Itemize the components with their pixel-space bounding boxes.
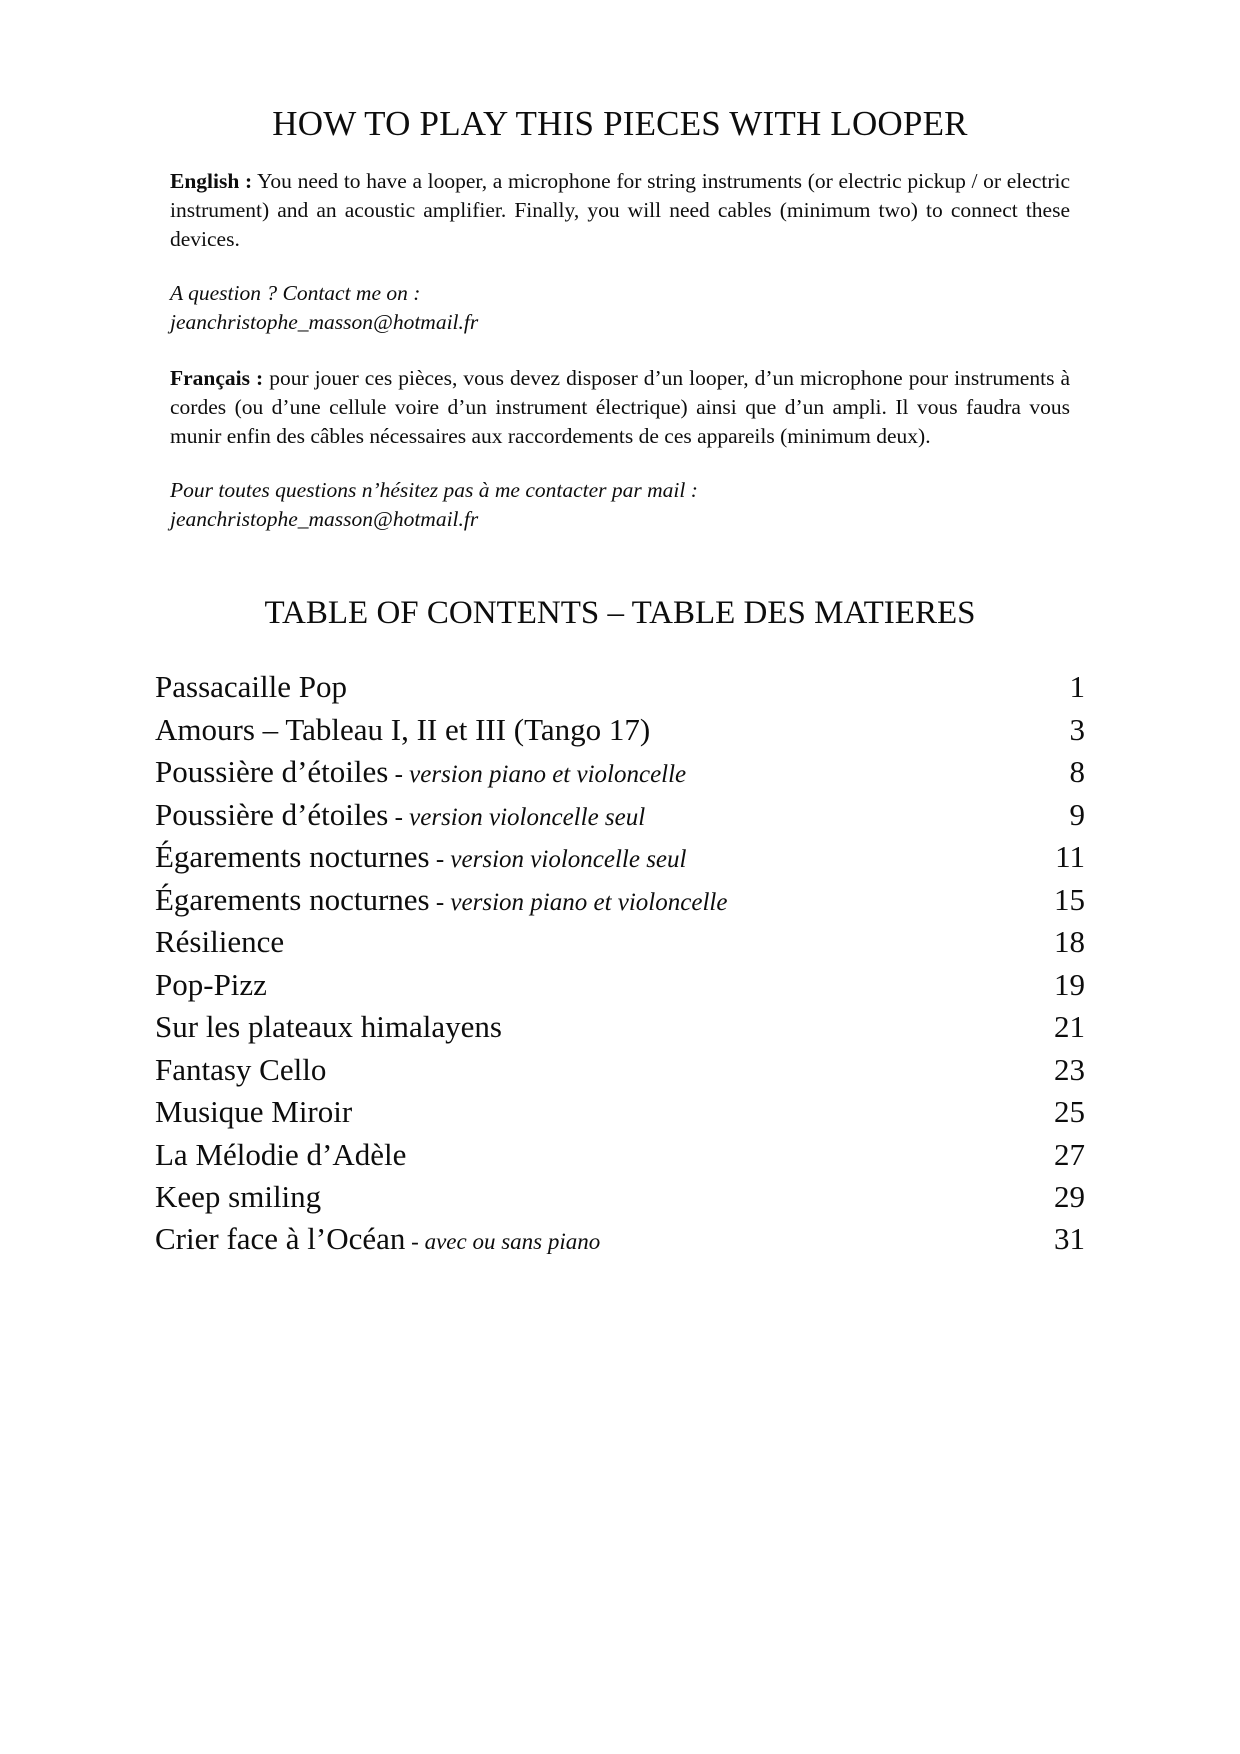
toc-entry[interactable] <box>155 879 1085 921</box>
toc-entry[interactable] <box>155 1134 1085 1176</box>
toc-entry[interactable] <box>155 751 1085 793</box>
toc-entry-page: 18 <box>1054 924 1085 960</box>
toc-entry-page: 11 <box>1055 839 1085 875</box>
toc-entry-page: 31 <box>1054 1221 1085 1257</box>
toc-entry[interactable] <box>155 666 1085 708</box>
toc-entry-page: 19 <box>1054 966 1085 1002</box>
toc-entry-title: Keep smiling <box>155 1179 322 1214</box>
toc-entry[interactable] <box>155 836 1085 878</box>
table-of-contents-heading: TABLE OF CONTENTS – TABLE DES MATIERES <box>264 595 976 632</box>
spacer <box>170 336 1070 364</box>
toc-entry-page: 9 <box>1069 796 1085 832</box>
toc-entry[interactable] <box>155 1049 1085 1091</box>
toc-entry[interactable] <box>155 1091 1085 1133</box>
french-paragraph-text: pour jouer ces pièces, vous devez disposer d’un looper, d’un microphone pour instruments à cordes (ou d’une cellule voire d’un instrument électrique) ainsi que d’un ampli. Il vous faudra vous munir enfin des câbles nécessaires aux raccordements de ces appareils (minimum deux). <box>170 366 1070 448</box>
toc-entry-title: Sur les plateaux himalayens <box>155 1009 502 1045</box>
toc-entry-page: 8 <box>1069 754 1085 790</box>
toc-entry-page: 3 <box>1069 711 1085 747</box>
toc-entry-page: 1 <box>1069 669 1085 705</box>
toc-entry-page: 23 <box>1054 1051 1085 1087</box>
toc-entry-page: 15 <box>1054 881 1085 917</box>
toc-entry-title: Musique Miroir <box>155 1094 353 1130</box>
french-paragraph <box>170 364 1070 450</box>
english-paragraph <box>170 167 1070 253</box>
english-lead-label: English : <box>170 169 253 194</box>
toc-entry[interactable] <box>155 794 1085 836</box>
toc-entry-title: Poussière d’étoiles - version violoncelle seul <box>155 796 646 832</box>
toc-entry[interactable] <box>155 709 1085 751</box>
toc-entry-subtitle: - version piano et violoncelle <box>429 888 728 916</box>
spacer <box>170 450 1070 476</box>
toc-entry[interactable] <box>155 1176 1085 1218</box>
page-title: HOW TO PLAY THIS PIECES WITH LOOPER <box>272 104 968 143</box>
toc-entry-title: Égarements nocturnes - version violoncelle seul <box>155 839 687 875</box>
toc-entry[interactable] <box>155 1218 1085 1260</box>
toc-entry[interactable] <box>155 921 1085 963</box>
toc-entry-title: Pop-Pizz <box>155 966 267 1002</box>
toc-entry-title: Résilience <box>155 924 285 960</box>
english-contact-email: jeanchristophe_masson@hotmail.fr <box>170 309 479 334</box>
toc-entry-subtitle: - avec ou sans piano <box>405 1229 601 1255</box>
toc-entry-title: Passacaille Pop <box>155 669 347 705</box>
toc-entry-page: 27 <box>1054 1136 1085 1172</box>
toc-entry-subtitle: - version piano et violoncelle <box>388 761 687 789</box>
table-of-contents-list <box>155 666 1085 1261</box>
intro-section <box>170 167 1070 533</box>
french-lead-label: Français : <box>170 366 264 391</box>
toc-entry-title: Amours – Tableau I, II et III (Tango 17) <box>155 711 651 747</box>
toc-entry-title: Poussière d’étoiles - version piano et violoncelle <box>155 754 687 790</box>
english-contact-line-1: A question ? Contact me on : <box>170 281 421 306</box>
toc-entry-title: Crier face à l’Océan - avec ou sans piano <box>155 1221 601 1257</box>
english-paragraph-text: You need to have a looper, a microphone for string instruments (or electric pickup / or electric instrument) and an acoustic amplifier. Finally, you will need cables (minimum two) to connect these devices. <box>170 169 1071 251</box>
toc-entry-subtitle: - version violoncelle seul <box>388 803 646 831</box>
spacer <box>170 253 1070 279</box>
toc-entry-page: 25 <box>1054 1094 1085 1130</box>
french-contact-line-1: Pour toutes questions n’hésitez pas à me contacter par mail : <box>170 478 698 503</box>
toc-entry-title: Égarements nocturnes - version piano et violoncelle <box>155 881 728 917</box>
french-contact-email: jeanchristophe_masson@hotmail.fr <box>170 506 479 531</box>
toc-entry-title: Fantasy Cello <box>155 1051 327 1087</box>
toc-entry-page: 29 <box>1054 1179 1085 1214</box>
toc-entry-page: 21 <box>1054 1009 1085 1045</box>
toc-entry[interactable] <box>155 964 1085 1006</box>
toc-entry-subtitle: - version violoncelle seul <box>429 846 687 874</box>
toc-entry-title: La Mélodie d’Adèle <box>155 1136 407 1172</box>
toc-entry[interactable] <box>155 1006 1085 1048</box>
